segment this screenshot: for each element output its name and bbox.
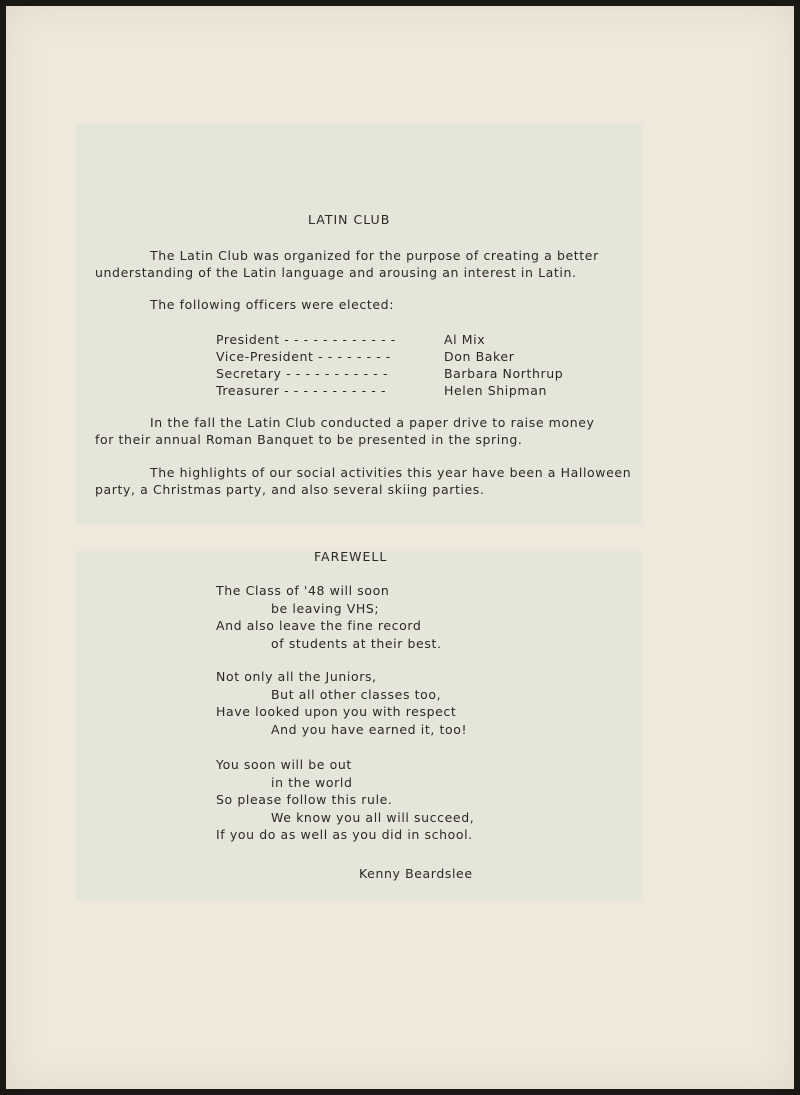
officers-list xyxy=(216,331,563,399)
officer-role: Treasurer - - - - - - - - - - - xyxy=(216,383,387,398)
poem-line: We know you all will succeed, xyxy=(271,809,475,825)
poem-stanza-1 xyxy=(216,582,442,652)
poem-line: And you have earned it, too! xyxy=(271,721,468,737)
officer-row-secretary xyxy=(216,365,563,382)
latin-club-title: LATIN CLUB xyxy=(308,212,391,227)
social-activities-line-2: party, a Christmas party, and also several skiing parties. xyxy=(95,482,485,497)
officer-row-president xyxy=(216,331,563,348)
paper-drive-line-1: In the fall the Latin Club conducted a paper drive to raise money xyxy=(150,415,595,430)
poem-line: So please follow this rule. xyxy=(216,792,393,807)
poem-line: And also leave the fine record xyxy=(216,618,422,633)
officer-name: Don Baker xyxy=(444,349,515,364)
officer-name: Barbara Northrup xyxy=(444,366,564,381)
poem-line: But all other classes too, xyxy=(271,686,442,702)
poem-line: be leaving VHS; xyxy=(271,600,380,616)
poem-line: If you do as well as you did in school. xyxy=(216,827,473,842)
page xyxy=(6,6,794,1089)
poem-line: The Class of '48 will soon xyxy=(216,583,390,598)
social-activities-line-1: The highlights of our social activities this year have been a Halloween xyxy=(150,465,632,480)
officer-role: Vice-President - - - - - - - - xyxy=(216,349,392,364)
officer-role: Secretary - - - - - - - - - - - xyxy=(216,366,389,381)
officer-name: Helen Shipman xyxy=(444,383,547,398)
poem-line: in the world xyxy=(271,774,353,790)
officer-name: Al Mix xyxy=(444,332,486,347)
farewell-title: FAREWELL xyxy=(314,549,388,564)
officer-role: President - - - - - - - - - - - - xyxy=(216,332,396,347)
officer-row-vice-president xyxy=(216,348,563,365)
intro-paragraph-line-2: understanding of the Latin language and arousing an interest in Latin. xyxy=(95,265,577,280)
poem-line: of students at their best. xyxy=(271,635,442,651)
poem-stanza-3 xyxy=(216,756,474,844)
paper-drive-line-2: for their annual Roman Banquet to be presented in the spring. xyxy=(95,432,523,447)
intro-paragraph-line-1: The Latin Club was organized for the purpose of creating a better xyxy=(150,248,599,263)
poem-author: Kenny Beardslee xyxy=(359,866,473,881)
poem-line: Have looked upon you with respect xyxy=(216,704,457,719)
poem-line: Not only all the Juniors, xyxy=(216,669,377,684)
poem-line: You soon will be out xyxy=(216,757,352,772)
officer-row-treasurer xyxy=(216,382,563,399)
document xyxy=(6,6,794,1089)
officers-intro: The following officers were elected: xyxy=(150,297,395,312)
poem-stanza-2 xyxy=(216,668,467,738)
